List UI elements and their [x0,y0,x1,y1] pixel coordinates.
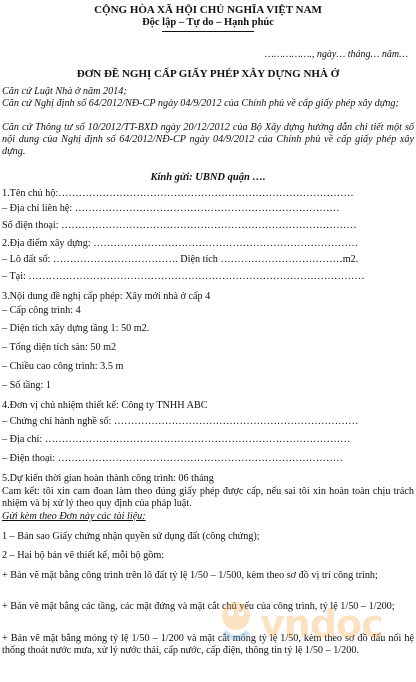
watermark [216,598,402,652]
legal-basis-1: Căn cứ Luật Nhà ở năm 2014; [2,86,127,97]
national-motto: Độc lập – Tự do – Hạnh phúc [142,17,274,28]
completion-time: 5.Dự kiến thời gian hoàn thành công trình: 06 tháng [2,473,214,484]
motto-underline [162,31,254,32]
attachment-sub-1: + Bản vẽ mặt bằng công trình trên lô đất tỷ lệ 1/50 – 1/500, kèm theo sơ đồ vị trí công trình; [2,570,378,581]
construction-grade: – Cấp công trình: 4 [2,305,81,316]
permit-content-heading: 3.Nội dung đề nghị cấp phép: Xây mới nhà ở cấp 4 [2,291,211,302]
document-title: ĐƠN ĐỀ NGHỊ CẤP GIẤY PHÉP XÂY DỰNG NHÀ Ở [76,68,340,80]
designer-address-field[interactable]: – Địa chỉ: ……………………………………………………………………………… [2,434,351,445]
total-floor-area: – Tổng diện tích sàn: 50 m2 [2,342,117,353]
attachment-item-1: 1 – Bản sao Giấy chứng nhận quyền sử dụng đất (công chứng); [2,531,260,542]
designer-heading: 4.Đơn vị chủ nhiệm thiết kế: Công ty TNHH ABC [2,400,208,411]
national-header: CỘNG HÒA XÃ HỘI CHỦ NGHĨA VIỆT NAM [94,4,322,16]
lot-location-field[interactable]: – Tại: ……………………………………………………………………………………… [2,271,365,282]
attachment-sub-3: + Bản vẽ mặt bằng móng tỷ lệ 1/50 – 1/200 và mặt cắt móng tỷ lệ 1/50, kèm theo sơ đồ đấu nối hệ thống thoát nước mưa, xử lý nước thải, cấp nước, cấp điện, thông tin tỷ lệ 1/50 – 1/200. [2,633,414,656]
owner-address-field[interactable]: – Địa chỉ liên hệ: …………………………………………………………………… [2,203,340,214]
floor1-area: – Diện tích xây dựng tầng 1: 50 m2. [2,323,150,334]
attachments-heading: Gửi kèm theo Đơn này các tài liệu: [2,511,146,522]
date-line: ……………., ngày… tháng… năm… [264,49,408,60]
build-location-field[interactable]: 2.Địa điểm xây dựng: …………………………………………………………………… [2,238,359,249]
attachment-item-2: 2 – Hai bộ bản vẽ thiết kế, mỗi bộ gồm: [2,550,165,561]
owner-phone-field[interactable]: Số điện thoại: …………………………………………………………………………… [2,220,357,231]
attachment-sub-2: + Bản vẽ mặt bằng các tầng, các mặt đứng và mặt cắt chủ yếu của công trình, tỷ lệ 1/50 – 1/200; [2,601,395,612]
building-height: – Chiều cao công trình: 3.5 m [2,361,124,372]
lot-number-field[interactable]: – Lô đất số: ………………………………. Diện tích ………………………………m2. [2,254,359,265]
floor-count: – Số tầng: 1 [2,380,51,391]
recipient-line: Kính gửi: UBND quận …. [150,172,266,183]
designer-phone-field[interactable]: – Điện thoại: ………………………………………………………………………… [2,453,343,464]
legal-basis-3: Căn cứ Thông tư số 10/2012/TT-BXD ngày 20/12/2012 của Bộ Xây dựng hướng dẫn chi tiết một số nội dung của Nghị định số 64/2012/NĐ-CP ngày 04/9/2012 của Chính phủ về cấp giấy phép xây dựng. [2,122,414,157]
legal-basis-2: Căn cứ Nghị định số 64/2012/NĐ-CP ngày 04/9/2012 của Chính phủ về cấp giấy phép xây dựng; [2,98,399,109]
commitment-text: Cam kết: tôi xin cam đoan làm theo đúng giấy phép được cấp, nếu sai tôi xin hoàn toàn chịu trách nhiệm và bị xử lý theo quy định của pháp luật. [2,486,414,509]
watermark-text: vndoc [260,602,383,646]
mascot-icon [216,598,256,648]
owner-name-field[interactable]: 1.Tên chủ hộ:…………………………………………………………………………… [2,188,354,199]
designer-cert-field[interactable]: – Chứng chỉ hành nghề số: ……………………………………………………………… [2,416,359,427]
